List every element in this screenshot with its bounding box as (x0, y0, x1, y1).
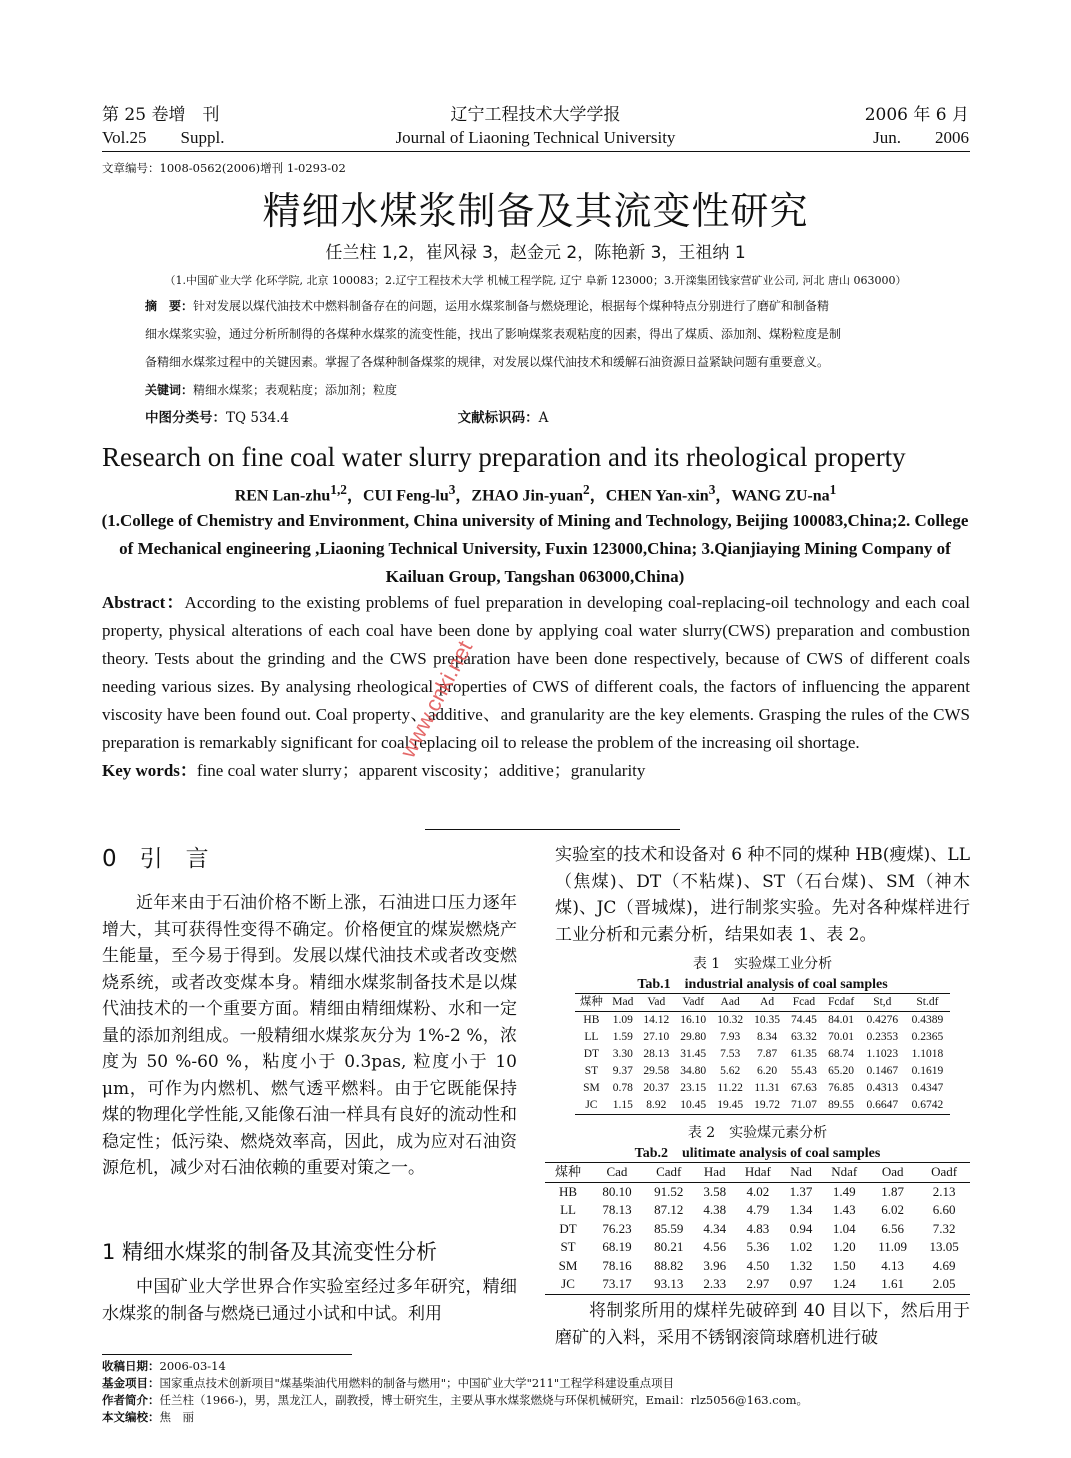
table2-cell: 2.05 (932, 1276, 956, 1291)
table2-cell: 85.59 (654, 1220, 684, 1236)
table2-cell: 4.50 (746, 1257, 770, 1273)
table2-cell: 13.05 (929, 1239, 959, 1254)
table2-cell: HB (558, 1183, 578, 1199)
table2-cell: 80.21 (654, 1239, 684, 1254)
table2-header-cell: Hdaf (744, 1164, 771, 1179)
abstract-cn-line1: 针对发展以煤代油技术中燃料制备存在的问题，运用水煤浆制备与燃烧理论，根据每个煤种特点分别进行了磨矿和制备精 (193, 299, 830, 313)
section0-paragraph: 近年来由于石油价格不断上涨，石油进口压力逐年增大，其可获得性变得不确定。价格便宜的煤炭燃烧产生能量，至今易于得到。发展以煤代油技术或者改变燃烧系统，或者改变煤本身。精细水煤浆制备技术是以煤代油技术的一个重要方面。精细由精细煤粉、水和一定量的添加剂组成。一般精细水煤浆灰分为 1%-2 %，浓度为 50 %-60 %，粘度小于 0.3pas, 粒度小于 10 μm，可作为内燃机、燃气透平燃料。由于它既能保持煤的物理化学性能,又能像石油一样具有良好的流动性和稳定性；低污染、燃烧效率高，因此，成为应对石油资源危机，减少对石油依赖的重要对策之一。 (102, 893, 517, 1178)
table1-cell: 11.31 (754, 1082, 780, 1094)
header-rule (102, 151, 970, 152)
table1-cell: 0.78 (612, 1082, 633, 1094)
table1-cell: 0.1467 (866, 1065, 899, 1077)
authors-cn: 任兰柱 1,2，崔风禄 3，赵金元 2，陈艳新 3，王祖纳 1 (325, 243, 746, 263)
header-volume-cn: 第 25 卷增 刊 (102, 105, 220, 125)
table2-cell: 1.37 (789, 1183, 813, 1199)
table1-row (575, 1097, 950, 1115)
author-bio: 任兰柱（1966-)，男，黑龙江人，副教授，博士研究生，主要从事水煤浆燃烧与环保机械研究，Email：rlz5056@163.com。 (159, 1393, 809, 1407)
table1-cell: SM (583, 1082, 600, 1094)
table1-cell: 76.85 (828, 1082, 855, 1094)
table1-cell: 7.87 (756, 1048, 778, 1060)
watermark: www.cnki.net (395, 636, 478, 762)
table1-cell: 20.37 (643, 1082, 670, 1094)
table1-cell: LL (584, 1031, 599, 1043)
table2-cell: 4.38 (703, 1202, 727, 1217)
keywords-en-label: Key words： (102, 761, 197, 780)
table2-header-cell: Nad (790, 1164, 812, 1179)
table2-cell: 88.82 (654, 1257, 684, 1273)
footnote-rule (102, 1354, 352, 1355)
table1-cell: 61.35 (791, 1048, 817, 1060)
table1-caption-en: Tab.1 industrial analysis of coal samples (637, 977, 888, 992)
table2-cell: 4.02 (746, 1183, 770, 1199)
table2-block (545, 1122, 970, 1295)
table2-cell: SM (558, 1257, 578, 1273)
classification-value: TQ 534.4 (226, 410, 290, 426)
table2-cell: 1.87 (881, 1183, 905, 1199)
header-date-cn: 2006 年 6 月 (864, 105, 969, 125)
table2-cell: 2.97 (746, 1276, 770, 1291)
fund-label: 基金项目： (102, 1376, 160, 1390)
table1-row (575, 1029, 950, 1046)
table2-row (545, 1201, 970, 1220)
table1-cell: 16.10 (680, 1014, 707, 1026)
table1-cell: 14.12 (643, 1014, 670, 1026)
table1-cell: 84.01 (828, 1014, 855, 1026)
table2 (545, 1162, 970, 1295)
table1-cell: 6.20 (756, 1065, 778, 1077)
table2-cell: 1.32 (789, 1257, 813, 1273)
table2-row (545, 1238, 970, 1257)
authors-en: REN Lan-zhu$^{1,2}$，CUI Feng-$lu^3$，ZHAO Jin-yuan$^2$，CHEN Yan-xin$^3$，WANG $ZU-na^1$ (234, 482, 837, 505)
table2-cell: 2.13 (932, 1183, 956, 1199)
table2-cell: 5.36 (746, 1239, 770, 1254)
table2-header-cell: Oadf (931, 1164, 958, 1179)
table1-cell: DT (583, 1048, 600, 1060)
table1-cell: 0.4276 (866, 1014, 899, 1026)
header-date-en: Jun. 2006 (873, 128, 969, 147)
table2-cell: 1.34 (789, 1202, 813, 1217)
table1-cell: 23.15 (680, 1082, 707, 1094)
article-number: 文章编号：1008-0562(2006)增刊 1-0293-02 (102, 161, 346, 175)
table1-header-cell: Vadf (682, 996, 705, 1008)
table1-cell: 55.43 (791, 1065, 817, 1077)
table2-cell: 78.13 (602, 1202, 632, 1217)
table1-cell: 1.15 (612, 1099, 633, 1111)
table2-cell: 4.34 (703, 1220, 727, 1236)
table1-cell: 68.74 (828, 1048, 855, 1060)
table1-cell: 31.45 (680, 1048, 707, 1060)
table2-cell: 91.52 (654, 1183, 684, 1199)
table2-cell: 4.56 (703, 1239, 727, 1254)
abstract-cn-line3: 备精细水煤浆过程中的关键因素。掌握了各煤种制备煤浆的规律，对发展以煤代油技术和缓解石油资源日益紧缺问题有重要意义。 (145, 355, 830, 369)
table1-cell: 29.58 (643, 1065, 670, 1077)
table2-cell: 11.09 (878, 1239, 908, 1254)
table2-cell: LL (560, 1202, 576, 1217)
table1-cell: 74.45 (791, 1014, 817, 1026)
table1-cell: 0.2365 (911, 1031, 944, 1043)
table1-cell: JC (585, 1099, 598, 1111)
table1-caption-cn: 表 1 实验煤工业分析 (692, 956, 833, 972)
table1-header-cell: Aad (720, 996, 740, 1008)
table1-header-cell: 煤种 (579, 996, 603, 1008)
section1-heading: 1 精细水煤浆的制备及其流变性分析 (102, 1240, 438, 1264)
table2-header-cell: Oad (881, 1164, 904, 1179)
table1-header-cell: Fcad (792, 996, 816, 1008)
table1-cell: HB (583, 1014, 600, 1026)
table1-cell: 29.80 (680, 1031, 707, 1043)
table2-cell: 6.02 (881, 1202, 905, 1217)
table1-cell: 19.45 (717, 1099, 744, 1111)
table2-cell: 73.17 (602, 1276, 632, 1291)
table2-row (545, 1257, 970, 1276)
table1-cell: 7.53 (720, 1048, 741, 1060)
table1-cell: 71.07 (791, 1099, 817, 1111)
abstract-cn (145, 292, 965, 432)
table2-cell: JC (561, 1276, 575, 1291)
affiliation-en: (1.College of Chemistry and Environment, China university of Mining and Technology, Beijing 100083,China;2. College of Mechanical engineering ,Liaoning Technical University, Fuxin 123000,China; 3.Qianjiaying Mining Company of Kailuan Group, Tangshan 063000,China) (101, 511, 969, 586)
table2-cell: DT (559, 1220, 577, 1236)
keywords-cn-label: 关键词： (145, 383, 194, 397)
doc-code-label: 文献标识码： (457, 410, 539, 426)
footnotes (102, 1358, 972, 1426)
table1-cell: 28.13 (643, 1048, 670, 1060)
table1-cell: 1.09 (612, 1014, 633, 1026)
table2-cell: 1.50 (832, 1257, 856, 1273)
table1-row (575, 1012, 950, 1030)
section1-paragraph: 中国矿业大学世界合作实验室经过多年研究，精细水煤浆的制备与燃烧已通过小试和中试。利用 (102, 1277, 517, 1324)
table1-cell: 9.37 (612, 1065, 633, 1077)
table2-header-cell: Ndaf (831, 1164, 858, 1179)
table2-cell: ST (560, 1239, 576, 1254)
table1-header-cell: Ad (760, 996, 775, 1008)
received-label: 收稿日期： (102, 1359, 160, 1373)
editor-name: 焦 丽 (159, 1410, 194, 1424)
abstract-en-text: According to the existing problems of fuel preparation in developing coal-replacing-oil technology and each coal property, physical alterations of each coal have been done by applying coal water slurry(CWS) preparation and combustion theory. Tests about the grinding and the CWS preparation have been done respectively, because of CWS of different coals needing various sizes. By analysing rheological properties of CWS of different coals, the factors of influencing the apparent viscosity have been found out. Coal property、additive、and granularity are the key elements. Grasping the rules of the CWS preparation is remarkably significant for coal replacing oil to release the problem of the increasing oil shortage. (102, 593, 970, 752)
keywords-en: fine coal water slurry；apparent viscosity；additive；granularity (196, 761, 646, 780)
abstract-cn-line2: 细水煤浆实验，通过分析所制得的各煤种水煤浆的流变性能，找出了影响煤浆表观粘度的因素，得出了煤质、添加剂、煤粉粒度是制 (145, 327, 842, 341)
table2-cell: 78.16 (602, 1257, 632, 1273)
table2-header-cell: Cadf (656, 1164, 682, 1179)
table2-cell: 2.33 (703, 1276, 727, 1291)
table1-cell: ST (584, 1065, 599, 1077)
table1-cell: 63.32 (791, 1031, 817, 1043)
table2-cell: 4.83 (746, 1220, 770, 1236)
table1-cell: 1.59 (612, 1031, 633, 1043)
table1 (575, 993, 950, 1115)
table1-cell: 5.62 (720, 1065, 741, 1077)
abstract-divider (425, 829, 680, 830)
table2-cell: 93.13 (654, 1276, 684, 1291)
table1-cell: 89.55 (828, 1099, 855, 1111)
table2-cell: 1.61 (881, 1276, 905, 1291)
table2-caption-en: Tab.2 ulitimate analysis of coal samples (634, 1146, 881, 1161)
table2-cell: 6.60 (932, 1202, 956, 1217)
table2-cell: 1.43 (832, 1202, 856, 1217)
table1-header-cell: Fcdaf (827, 996, 855, 1008)
table1-cell: 0.4389 (911, 1014, 944, 1026)
table2-cell: 1.20 (832, 1239, 856, 1254)
table1-cell: 0.2353 (866, 1031, 899, 1043)
editor-label: 本文编校： (102, 1410, 160, 1424)
page-title-en: Research on fine coal water slurry preparation and its rheological property (102, 442, 906, 472)
table2-cell: 6.56 (881, 1220, 905, 1236)
table1-cell: 11.22 (717, 1082, 743, 1094)
doc-code-value: A (538, 410, 549, 426)
table2-row (545, 1220, 970, 1239)
affiliation-cn: （1.中国矿业大学 化环学院, 北京 100083；2.辽宁工程技术大学 机械工程学院, 辽宁 阜新 123000；3.开滦集团钱家营矿业公司, 河北 唐山 063000） (164, 274, 907, 287)
table1-cell: 0.6742 (911, 1099, 944, 1111)
table2-row (545, 1275, 970, 1294)
classification-label: 中图分类号： (145, 410, 226, 426)
table2-cell: 80.10 (602, 1183, 632, 1199)
table1-header-cell: Vad (647, 996, 666, 1008)
table1-cell: 0.4347 (911, 1082, 944, 1094)
table1-cell: 67.63 (791, 1082, 817, 1094)
table2-cell: 87.12 (654, 1202, 684, 1217)
table1-cell: 10.45 (680, 1099, 707, 1111)
page-title-cn: 精细水煤浆制备及其流变性研究 (262, 189, 809, 233)
table1-row (575, 1080, 950, 1097)
abstract-en (102, 589, 970, 785)
table1-cell: 0.6647 (866, 1099, 899, 1111)
table2-cell: 3.96 (703, 1257, 727, 1273)
table1-cell: 34.80 (680, 1065, 707, 1077)
table1-cell: 3.30 (612, 1048, 633, 1060)
table1-header-cell: St.df (916, 996, 939, 1008)
abstract-cn-label: 摘 要： (145, 299, 194, 313)
table1-row (575, 1046, 950, 1063)
table2-header-cell: 煤种 (555, 1164, 582, 1179)
table1-cell: 7.93 (720, 1031, 741, 1043)
table1-row (575, 1063, 950, 1080)
table2-cell: 68.19 (602, 1239, 632, 1254)
table2-cell: 0.94 (789, 1220, 813, 1236)
table2-cell: 0.97 (789, 1276, 813, 1291)
table2-header-cell: Cad (606, 1164, 628, 1179)
table2-cell: 7.32 (932, 1220, 956, 1236)
table1-cell: 8.34 (756, 1031, 778, 1043)
right-column-paragraph1: 实验室的技术和设备对 6 种不同的煤种 HB(瘦煤)、LL（焦煤)、DT（不粘煤)、ST（石台煤)、SM（神木煤)、JC（晋城煤)，进行制浆实验。先对各种煤样进行工业分析和元素分析，结果如表 1、表 2。 (555, 845, 970, 945)
keywords-cn: 精细水煤浆；表观粘度；添加剂；粒度 (193, 383, 398, 397)
table2-cell: 1.49 (832, 1183, 856, 1199)
table1-block (555, 953, 970, 1115)
fund-text: 国家重点技术创新项目"煤基柴油代用燃料的制备与燃用"；中国矿业大学"211"工程学科建设重点项目 (159, 1376, 675, 1390)
table2-cell: 3.58 (703, 1183, 727, 1199)
table2-cell: 76.23 (602, 1220, 632, 1236)
header-volume-en: Vol.25 Suppl. (102, 128, 225, 147)
header-journal-cn: 辽宁工程技术大学学报 (450, 105, 621, 125)
table1-cell: 70.01 (828, 1031, 855, 1043)
right-column-paragraph2: 将制浆所用的煤样先破碎到 40 目以下，然后用于磨矿的入料，采用不锈钢滚筒球磨机进行破 (555, 1301, 970, 1348)
table1-cell: 8.92 (646, 1099, 667, 1111)
abstract-en-label: Abstract： (102, 593, 185, 612)
table1-cell: 1.1023 (866, 1048, 899, 1060)
table2-cell: 1.04 (832, 1220, 856, 1236)
section0-heading: 0 引 言 (102, 846, 209, 872)
table1-cell: 10.35 (754, 1014, 780, 1026)
author-bio-label: 作者简介： (102, 1393, 160, 1407)
header-journal-en: Journal of Liaoning Technical University (395, 128, 676, 147)
table1-cell: 0.4313 (866, 1082, 899, 1094)
table2-cell: 4.79 (746, 1202, 770, 1217)
table1-cell: 1.1018 (911, 1048, 944, 1060)
table1-header-cell: Mad (612, 996, 634, 1008)
table1-header-cell: St,d (873, 996, 892, 1008)
received-date: 2006-03-14 (159, 1359, 226, 1373)
table1-cell: 27.10 (643, 1031, 670, 1043)
table2-cell: 1.02 (789, 1239, 813, 1254)
table1-cell: 10.32 (717, 1014, 744, 1026)
table2-cell: 1.24 (832, 1276, 856, 1291)
table1-cell: 65.20 (828, 1065, 855, 1077)
table1-cell: 0.1619 (911, 1065, 944, 1077)
table1-cell: 19.72 (754, 1099, 780, 1111)
table2-cell: 4.13 (881, 1257, 905, 1273)
table2-row (545, 1182, 970, 1201)
table2-cell: 4.69 (932, 1257, 956, 1273)
table2-caption-cn: 表 2 实验煤元素分析 (687, 1125, 828, 1141)
table2-header-cell: Had (703, 1164, 726, 1179)
